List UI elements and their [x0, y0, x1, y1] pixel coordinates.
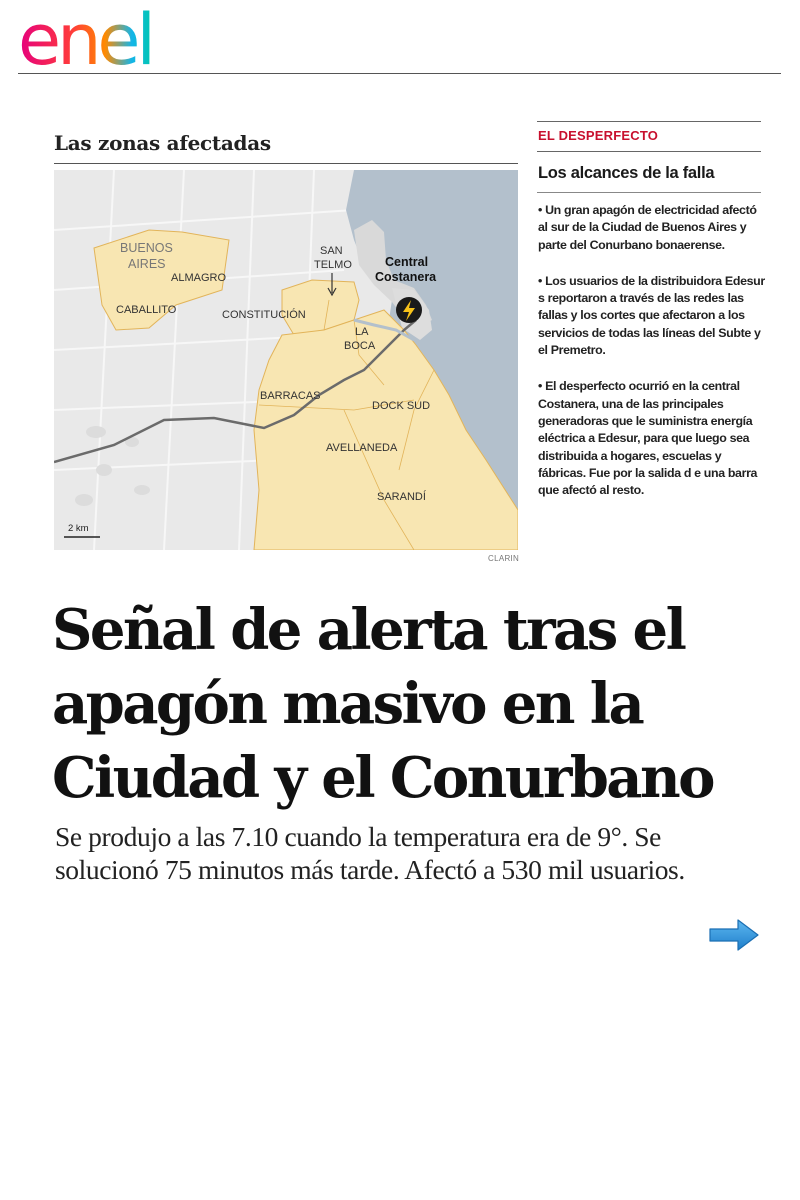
arrow-right-icon[interactable] [708, 918, 760, 952]
label-la-boca-1: LA [355, 326, 369, 338]
affected-zones-map [54, 170, 518, 550]
headline-line: Ciudad y el Conurbano [52, 745, 713, 811]
label-central-1: Central [385, 255, 429, 269]
label-barracas: BARRACAS [260, 390, 321, 402]
sidebar-rule-mid [537, 151, 761, 152]
svg-text:enel: enel [18, 4, 152, 72]
sidebar-title: Los alcances de la falla [538, 164, 715, 182]
label-constitucion: CONSTITUCIÓN [222, 309, 306, 321]
label-buenos-aires-1: BUENOS [120, 241, 173, 255]
sidebar-rule-top [537, 121, 761, 122]
sidebar-kicker: EL DESPERFECTO [538, 128, 659, 143]
bullet-item: • Los usuarios de la distribuidora Edesur s reportaron a través de las redes las fallas y los cortes que afectaron a los servicios de todas las líneas del Subte y el Premetro. [538, 273, 765, 358]
label-avellaneda: AVELLANEDA [326, 442, 398, 454]
bullet-item: • Un gran apagón de electricidad afectó al sur de la Ciudad de Buenos Aires y parte del Conurbano bonaerense. [538, 203, 757, 252]
label-caballito: CABALLITO [116, 304, 177, 316]
header-divider [18, 73, 781, 74]
bullet-item: • El desperfecto ocurrió en la central Costanera, una de las principales generadoras que le suministra energía eléctrica a Edesur, para que luego sea distribuida a hogares, escuelas y fábricas. Fue por la salida d e una barra que afectó al resto. [538, 379, 758, 498]
headline-line: apagón masivo en la [52, 671, 643, 737]
label-san-telmo-2: TELMO [314, 259, 352, 271]
subhead-line: Se produjo a las 7.10 cuando la temperatura era de 9°. Se [55, 821, 661, 852]
article-headline [52, 593, 792, 815]
label-scale: 2 km [68, 523, 89, 534]
headline-line: Señal de alerta tras el [52, 597, 685, 663]
map-heading: Las zonas afectadas [54, 131, 271, 155]
sidebar-title-rule [537, 192, 761, 193]
sidebar-bullets [538, 202, 766, 518]
label-sarandi: SARANDÍ [377, 491, 426, 503]
label-dock-sud: DOCK SUD [372, 400, 431, 412]
label-almagro: ALMAGRO [171, 272, 227, 284]
label-san-telmo-1: SAN [320, 245, 343, 257]
subhead-line: solucionó 75 minutos más tarde. Afectó a 530 mil usuarios. [55, 854, 685, 885]
label-buenos-aires-2: AIRES [128, 257, 166, 271]
map-credit: CLARIN [488, 554, 520, 563]
label-central-2: Costanera [375, 270, 437, 284]
label-la-boca-2: BOCA [344, 340, 376, 352]
enel-logo [18, 4, 193, 72]
article-subhead [55, 820, 795, 886]
map-heading-rule [54, 163, 518, 164]
